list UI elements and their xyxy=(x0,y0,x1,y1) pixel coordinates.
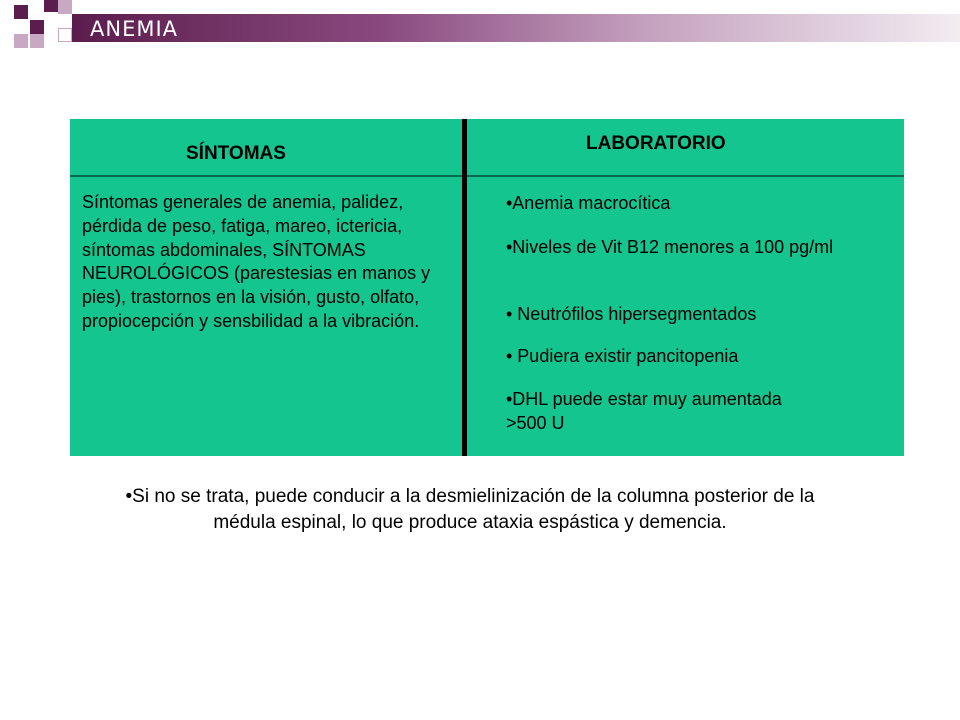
list-item: • Pudiera existir pancitopenia xyxy=(506,346,739,366)
title-banner xyxy=(72,14,960,42)
decorative-square xyxy=(44,0,58,12)
decorative-square xyxy=(58,0,72,14)
list-item: •DHL puede estar muy aumentada >500 U xyxy=(506,389,782,433)
list-item: • Neutrófilos hipersegmentados xyxy=(506,304,757,324)
laboratorio-header: LABORATORIO xyxy=(586,133,726,154)
sintomas-header: SÍNTOMAS xyxy=(186,143,286,164)
slide-title: ANEMIA xyxy=(90,17,179,41)
decorative-square xyxy=(30,20,44,34)
list-item: •Niveles de Vit B12 menores a 100 pg/ml xyxy=(506,237,834,257)
decorative-square xyxy=(58,28,72,42)
footer-note: •Si no se trata, puede conducir a la desmielinización de la columna posterior de la médula espinal, lo que produce ataxia espástica y demencia. xyxy=(125,486,815,533)
decorative-square xyxy=(30,34,44,48)
list-item: •Anemia macrocítica xyxy=(506,193,671,213)
decorative-square xyxy=(14,5,28,19)
table-column-divider xyxy=(462,119,467,456)
decorative-square xyxy=(14,34,28,48)
sintomas-description: Síntomas generales de anemia, palidez, pérdida de peso, fatiga, mareo, ictericia, síntomas abdominales, SÍNTOMAS NEUROLÓGICOS (parestesias en manos y pies), trastornos en la visión, gusto, olfato, propiocepción y sensbilidad a la vibración. xyxy=(82,192,431,331)
table-header-rule xyxy=(70,175,904,177)
